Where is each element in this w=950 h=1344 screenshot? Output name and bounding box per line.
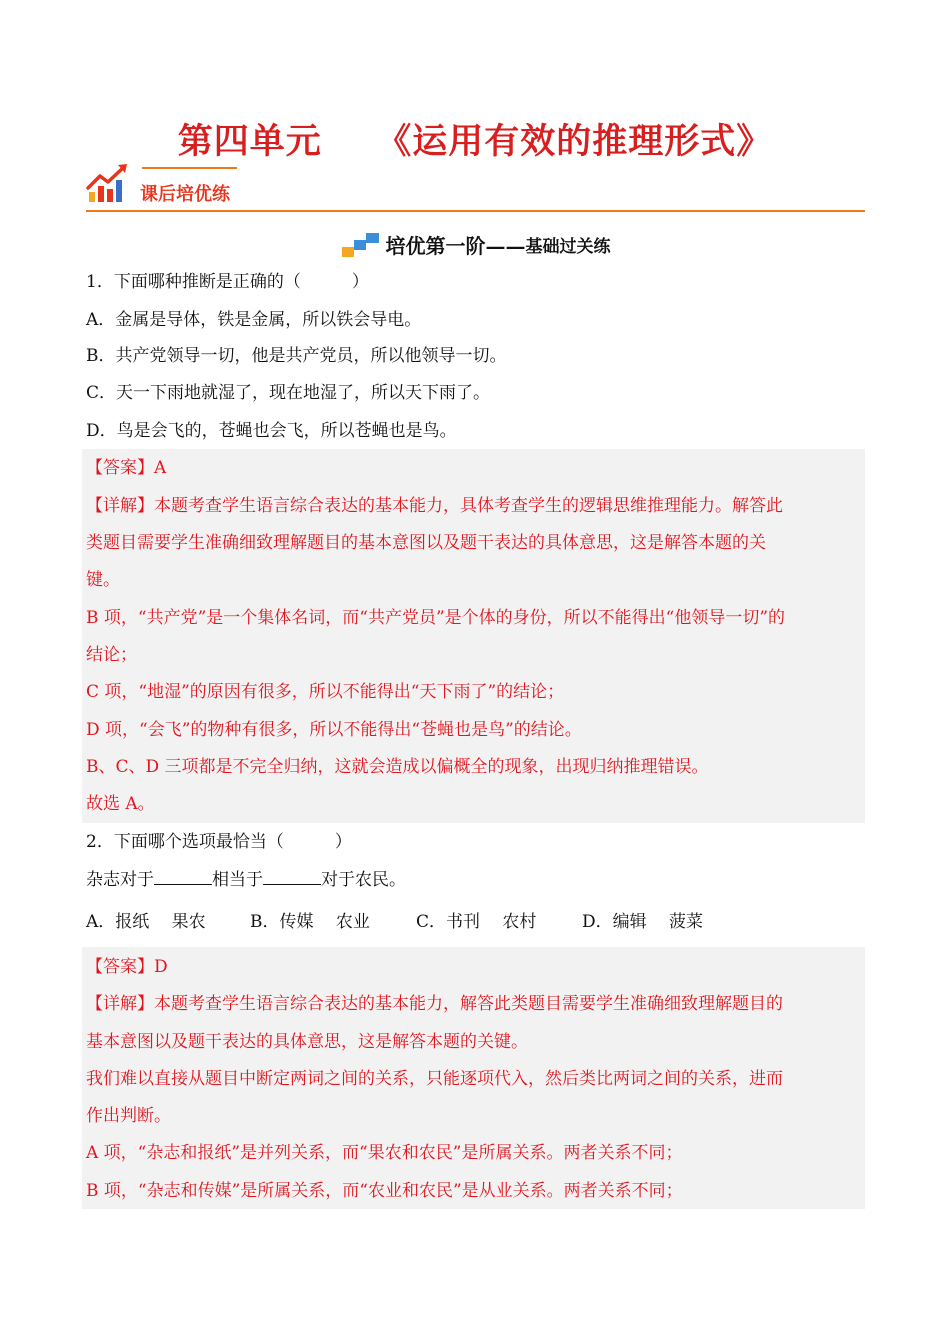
question-1-option-b: B．共产党领导一切，他是共产党员，所以他领导一切。: [86, 346, 507, 366]
fill-blank: [154, 868, 212, 885]
section-header: [0, 230, 950, 259]
question-2-answer: 【答案】D: [86, 957, 168, 977]
growth-chart-icon: [86, 162, 130, 206]
section-title: 培优第一阶——: [385, 234, 526, 258]
explain-line: 类题目需要学生准确细致理解题目的基本意图以及题干表达的具体意思，这是解答本题的关: [86, 533, 766, 553]
prompt-part: 相当于: [212, 870, 263, 890]
explain-line: 我们难以直接从题目中断定两词之间的关系，只能逐项代入，然后类比两词之间的关系，进而: [86, 1069, 783, 1089]
explain-line: 基本意图以及题干表达的具体意思，这是解答本题的关键。: [86, 1032, 528, 1052]
explain-line: 【详解】本题考查学生语言综合表达的基本能力，解答此类题目需要学生准确细致理解题目的: [86, 994, 783, 1014]
question-2-option-d: D．编辑 菠菜: [582, 912, 704, 932]
question-2-stem: 2．下面哪个选项最恰当（ ）: [86, 832, 352, 852]
prompt-part: 对于农民。: [321, 870, 406, 890]
prompt-part: 杂志对于: [86, 870, 154, 890]
explain-line: D 项，“会飞”的物种有很多，所以不能得出“苍蝇也是鸟”的结论。: [86, 720, 582, 740]
logo-accent-line: [142, 167, 237, 169]
question-1-option-c: C．天一下雨地就湿了，现在地湿了，所以天下雨了。: [86, 383, 491, 403]
section-subtitle: 基础过关练: [525, 237, 611, 257]
question-1-option-d: D．鸟是会飞的，苍蝇也会飞，所以苍蝇也是鸟。: [86, 421, 457, 441]
explain-line: B、C、D 三项都是不完全归纳，这就会造成以偏概全的现象，出现归纳推理错误。: [86, 757, 709, 777]
explain-line: 键。: [86, 570, 120, 590]
explain-line: C 项，“地湿”的原因有很多，所以不能得出“天下雨了”的结论；: [86, 682, 565, 702]
question-1-stem: 1．下面哪种推断是正确的（ ）: [86, 272, 369, 292]
explain-line: A 项，“杂志和报纸”是并列关系，而“果农和农民”是所属关系。两者关系不同；: [86, 1143, 683, 1163]
explain-line: 【详解】本题考查学生语言综合表达的基本能力，具体考查学生的逻辑思维推理能力。解答此: [86, 496, 783, 516]
question-2-option-c: C．书刊 农村: [416, 912, 537, 932]
question-2-prompt: [86, 868, 406, 892]
question-2-option-b: B．传媒 农业: [250, 912, 370, 932]
stairs-icon: [340, 231, 382, 259]
question-2-options: [86, 910, 703, 934]
fill-blank: [263, 868, 321, 885]
logo-label: 课后培优练: [140, 184, 230, 205]
explain-line: 作出判断。: [86, 1106, 171, 1126]
page-title: 第四单元 《运用有效的推理形式》: [177, 121, 773, 162]
question-2-option-a: A．报纸 果农: [86, 912, 206, 932]
explain-line: B 项，“共产党”是一个集体名词，而“共产党员”是个体的身份，所以不能得出“他领导一切”的: [86, 608, 786, 628]
explain-line: 结论；: [86, 645, 137, 665]
question-1-option-a: A．金属是导体，铁是金属，所以铁会导电。: [86, 310, 422, 330]
explain-line: B 项，“杂志和传媒”是所属关系，而“农业和农民”是从业关系。两者关系不同；: [86, 1181, 683, 1201]
header-rule: [86, 210, 865, 212]
question-1-answer: 【答案】A: [86, 458, 167, 478]
explain-line: 故选 A。: [86, 794, 155, 814]
